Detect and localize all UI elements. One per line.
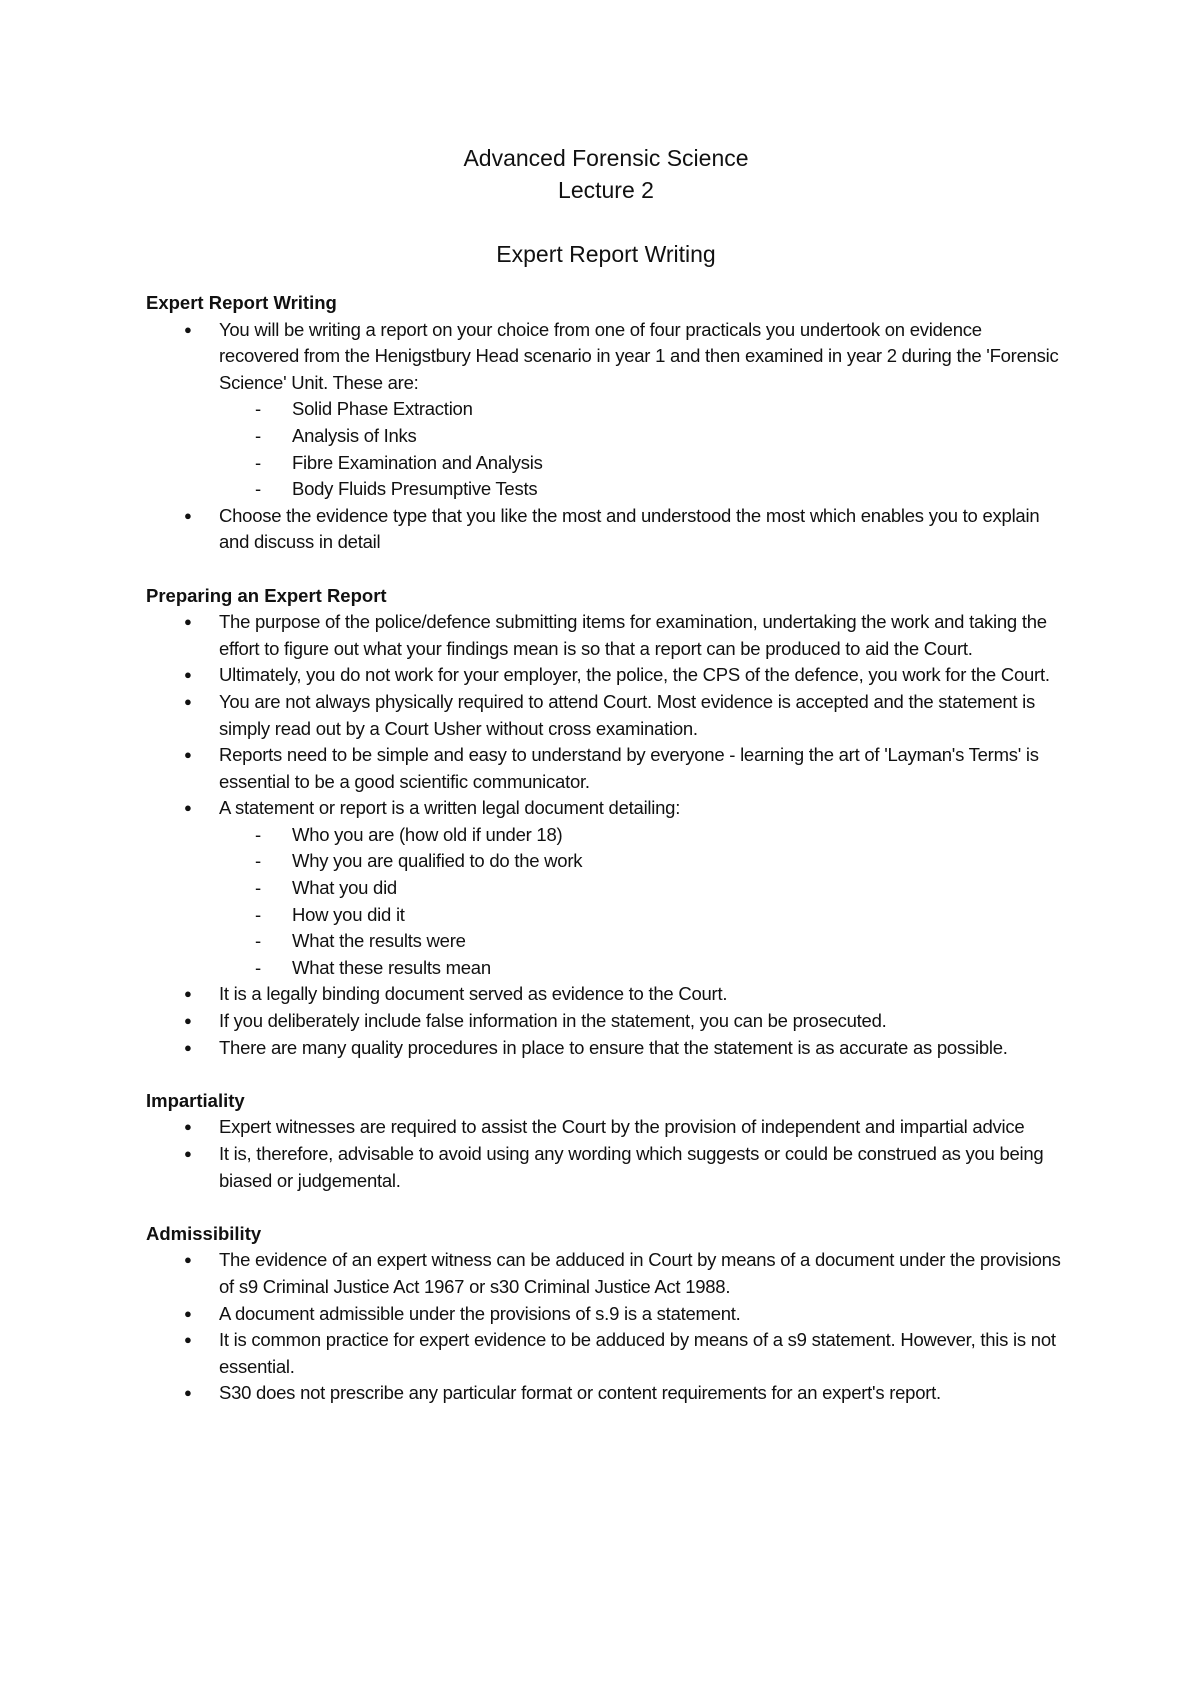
section-heading: Admissibility <box>146 1222 262 1244</box>
sub-list-item <box>219 955 1066 982</box>
bullet-text: A statement or report is a written legal document detailing: <box>219 797 681 819</box>
bullet-list <box>146 317 1066 556</box>
sub-list-item <box>219 902 1066 929</box>
bullet-item <box>146 1247 1066 1300</box>
bullet-item <box>146 609 1066 662</box>
sub-list-item <box>219 875 1066 902</box>
sub-list-container <box>146 822 1066 982</box>
bullet-text: It is, therefore, advisable to avoid using any wording which suggests or could be construed as you being biased or judgemental. <box>219 1143 1044 1191</box>
bullet-marker: ● <box>184 321 192 337</box>
sub-item-text: How you did it <box>292 903 405 925</box>
sub-list <box>146 822 1066 982</box>
dash-marker: - <box>255 398 261 420</box>
section <box>146 1088 1066 1194</box>
document-body <box>146 290 1066 1407</box>
document-subtitle: Lecture 2 <box>558 177 654 203</box>
section-heading: Impartiality <box>146 1089 245 1111</box>
document-page <box>146 142 1066 1434</box>
dash-marker: - <box>255 930 261 952</box>
bullet-marker: ● <box>184 614 192 630</box>
bullet-item <box>146 742 1066 795</box>
bullet-marker: ● <box>184 693 192 709</box>
dash-marker: - <box>255 877 261 899</box>
bullet-text: You are not always physically required to attend Court. Most evidence is accepted and the statement is simply read out by a Court Usher without cross examination. <box>219 690 1036 739</box>
bullet-marker: ● <box>184 747 192 763</box>
section <box>146 1221 1066 1407</box>
bullet-text: Reports need to be simple and easy to understand by everyone - learning the art of 'Layman's Terms' is essential to be a good scientific communicator. <box>219 744 1039 792</box>
bullet-marker: ● <box>184 667 192 683</box>
sub-item-text: Analysis of Inks <box>292 424 417 446</box>
bullet-item <box>146 795 1066 822</box>
dash-marker: - <box>255 451 261 473</box>
bullet-marker: ● <box>184 507 192 523</box>
section <box>146 583 1066 1062</box>
bullet-item <box>146 1327 1066 1380</box>
section <box>146 290 1066 556</box>
bullet-item <box>146 1114 1066 1141</box>
bullet-item <box>146 1035 1066 1062</box>
sub-list <box>146 396 1066 502</box>
sub-list-item <box>219 423 1066 450</box>
bullet-marker: ● <box>184 1146 192 1161</box>
bullet-text: It is common practice for expert evidence to be adduced by means of a s9 statement. However, this is not essential. <box>219 1329 1056 1377</box>
bullet-item <box>146 981 1066 1008</box>
bullet-item <box>146 689 1066 742</box>
sub-item-text: What these results mean <box>292 956 491 978</box>
sub-item-text: What the results were <box>292 930 466 952</box>
bullet-text: Ultimately, you do not work for your employer, the police, the CPS of the defence, you work for the Court. <box>219 664 1050 686</box>
sub-list-item <box>219 822 1066 849</box>
bullet-text: A document admissible under the provisions of s.9 is a statement. <box>219 1302 741 1324</box>
sub-item-text: What you did <box>292 877 397 899</box>
dash-marker: - <box>255 424 261 446</box>
bullet-marker: ● <box>184 1385 192 1401</box>
sub-list-item <box>219 928 1066 955</box>
bullet-marker: ● <box>184 1013 192 1029</box>
bullet-list <box>146 1247 1066 1407</box>
bullet-marker: ● <box>184 1332 192 1348</box>
sub-list-item <box>219 396 1066 423</box>
bullet-text: The evidence of an expert witness can be adduced in Court by means of a document under the provisions of s9 Criminal Justice Act 1967 or s30 Criminal Justice Act 1988. <box>219 1249 1061 1297</box>
bullet-text: Expert witnesses are required to assist the Court by the provision of independent and impartial advice <box>219 1116 1025 1138</box>
bullet-list <box>146 609 1066 1061</box>
bullet-text: The purpose of the police/defence submitting items for examination, undertaking the work and taking the effort to figure out what your findings mean is so that a report can be produced to aid the Court. <box>219 611 1047 659</box>
dash-marker: - <box>255 478 261 500</box>
bullet-marker: ● <box>184 1252 192 1268</box>
bullet-text: Choose the evidence type that you like the most and understood the most which enables you to explain and discuss in detail <box>219 504 1040 553</box>
sub-item-text: Solid Phase Extraction <box>292 398 473 420</box>
bullet-item <box>146 662 1066 689</box>
bullet-list <box>146 1114 1066 1194</box>
bullet-text: It is a legally binding document served as evidence to the Court. <box>219 983 728 1005</box>
dash-marker: - <box>255 956 261 978</box>
sub-item-text: Why you are qualified to do the work <box>292 850 583 872</box>
document-heading: Expert Report Writing <box>496 241 716 267</box>
dash-marker: - <box>255 850 261 872</box>
sub-item-text: Who you are (how old if under 18) <box>292 823 563 845</box>
bullet-item <box>146 1008 1066 1035</box>
bullet-item <box>146 1141 1066 1194</box>
sub-list-item <box>219 450 1066 477</box>
document-title: Advanced Forensic Science <box>463 145 749 171</box>
sub-item-text: Fibre Examination and Analysis <box>292 451 543 473</box>
bullet-text: If you deliberately include false information in the statement, you can be prosecuted. <box>219 1010 887 1032</box>
sub-list-item <box>219 476 1066 503</box>
bullet-marker: ● <box>184 986 192 1002</box>
sub-item-text: Body Fluids Presumptive Tests <box>292 478 538 500</box>
bullet-item <box>146 1380 1066 1407</box>
section-heading: Preparing an Expert Report <box>146 584 387 606</box>
section-heading: Expert Report Writing <box>146 292 337 313</box>
sub-list-item <box>219 848 1066 875</box>
sub-list-container <box>146 396 1066 502</box>
bullet-marker: ● <box>184 800 192 816</box>
bullet-marker: ● <box>184 1305 192 1321</box>
bullet-item <box>146 317 1066 397</box>
dash-marker: - <box>255 823 261 845</box>
bullet-item <box>146 1301 1066 1328</box>
bullet-text: There are many quality procedures in place to ensure that the statement is as accurate as possible. <box>219 1036 1008 1058</box>
bullet-marker: ● <box>184 1039 192 1055</box>
dash-marker: - <box>255 903 261 925</box>
bullet-text: S30 does not prescribe any particular format or content requirements for an expert's report. <box>219 1382 941 1404</box>
bullet-item <box>146 503 1066 556</box>
bullet-marker: ● <box>184 1119 192 1135</box>
bullet-text: You will be writing a report on your choice from one of four practicals you undertook on evidence recovered from the Henigstbury Head scenario in year 1 and then examined in year 2 during the 'Forensic Science' Unit. These are: <box>219 318 1059 393</box>
